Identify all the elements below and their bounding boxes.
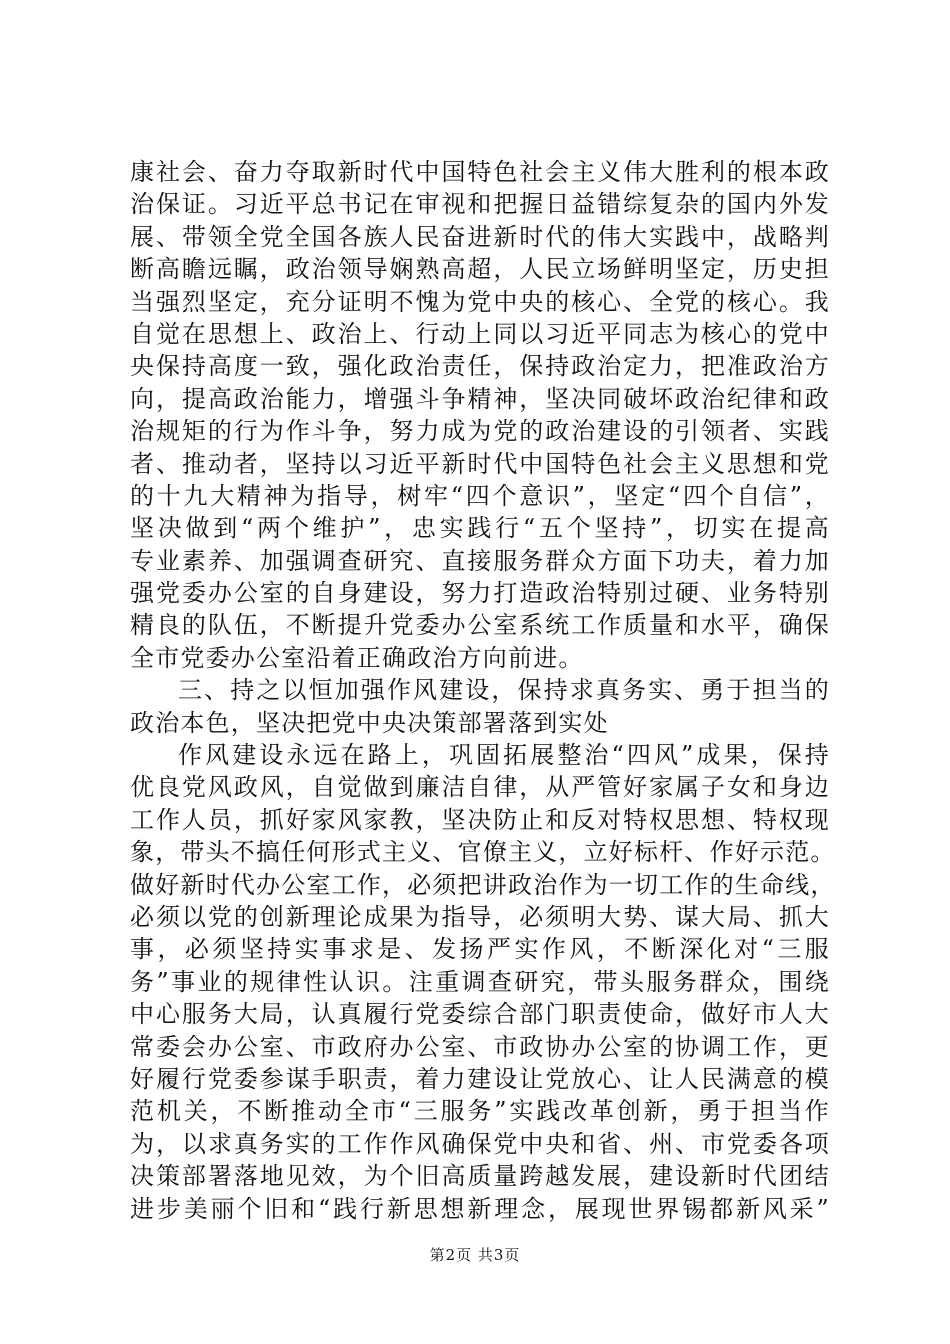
section-heading-line: 政治本色，坚决把党中央决策部署落到实处 (130, 708, 609, 737)
text-line: 进步美丽个旧和“践行新思想新理念，展现世界锡都新风采” (130, 1194, 830, 1223)
body-text (130, 156, 836, 1225)
section-heading-line: 三、持之以恒加强作风建设，保持求真务实、勇于担当的 (178, 676, 830, 705)
text-line: 自觉在思想上、政治上、行动上同以习近平同志为核心的党中 (130, 319, 830, 348)
text-line: 专业素养、加强调查研究、直接服务群众方面下功夫，着力加 (130, 546, 830, 575)
text-line: 坚决做到“两个维护”，忠实践行“五个坚持”，切实在提高 (130, 514, 830, 543)
text-line: 好履行党委参谋手职责，着力建设让党放心、让人民满意的模 (130, 1064, 830, 1093)
text-line: 作风建设永远在路上，巩固拓展整治“四风”成果，保持 (178, 741, 830, 770)
text-line: 精良的队伍，不断提升党委办公室系统工作质量和水平，确保 (130, 611, 830, 640)
text-line: 者、推动者，坚持以习近平新时代中国特色社会主义思想和党 (130, 449, 830, 478)
text-line: 全市党委办公室沿着正确政治方向前进。 (130, 643, 584, 672)
text-line: 为，以求真务实的工作作风确保党中央和省、州、市党委各项 (130, 1129, 830, 1158)
page-number-footer: 第2页 共3页 (429, 1246, 521, 1264)
text-line: 断高瞻远瞩，政治领导娴熟高超，人民立场鲜明坚定，历史担 (130, 255, 830, 284)
text-line: 必须以党的创新理论成果为指导，必须明大势、谋大局、抓大 (130, 902, 830, 931)
text-line: 央保持高度一致，强化政治责任，保持政治定力，把准政治方 (130, 352, 830, 381)
text-line: 象，带头不搞任何形式主义、官僚主义，立好标杆、作好示范。 (130, 838, 836, 867)
text-line: 事，必须坚持实事求是、发扬严实作风，不断深化对“三服 (130, 935, 830, 964)
text-line: 康社会、奋力夺取新时代中国特色社会主义伟大胜利的根本政 (130, 158, 830, 186)
text-line: 做好新时代办公室工作，必须把讲政治作为一切工作的生命线， (130, 870, 836, 899)
text-line: 强党委办公室的自身建设，努力打造政治特别过硬、业务特别 (130, 579, 830, 608)
text-line: 常委会办公室、市政府办公室、市政协办公室的协调工作，更 (130, 1032, 830, 1061)
text-line: 优良党风政风，自觉做到廉洁自律，从严管好家属子女和身边 (130, 773, 830, 802)
text-line: 决策部署落地见效，为个旧高质量跨越发展，建设新时代团结 (130, 1162, 830, 1191)
text-line: 工作人员，抓好家风家教，坚决防止和反对特权思想、特权现 (130, 805, 830, 834)
text-line: 治规矩的行为作斗争，努力成为党的政治建设的引领者、实践 (130, 417, 830, 446)
text-line: 中心服务大局，认真履行党委综合部门职责使命，做好市人大 (130, 1000, 830, 1029)
text-line: 向，提高政治能力，增强斗争精神，坚决同破坏政治纪律和政 (130, 384, 830, 413)
text-line: 当强烈坚定，充分证明不愧为党中央的核心、全党的核心。我 (130, 287, 830, 316)
text-line: 治保证。习近平总书记在审视和把握日益错综复杂的国内外发 (130, 190, 830, 219)
text-line: 的十九大精神为指导，树牢“四个意识”，坚定“四个自信”， (130, 481, 830, 510)
text-line: 务”事业的规律性认识。注重调查研究，带头服务群众，围绕 (130, 967, 830, 996)
text-line: 展、带领全党全国各族人民奋进新时代的伟大实践中，战略判 (130, 222, 830, 251)
text-line: 范机关，不断推动全市“三服务”实践改革创新，勇于担当作 (130, 1097, 830, 1126)
